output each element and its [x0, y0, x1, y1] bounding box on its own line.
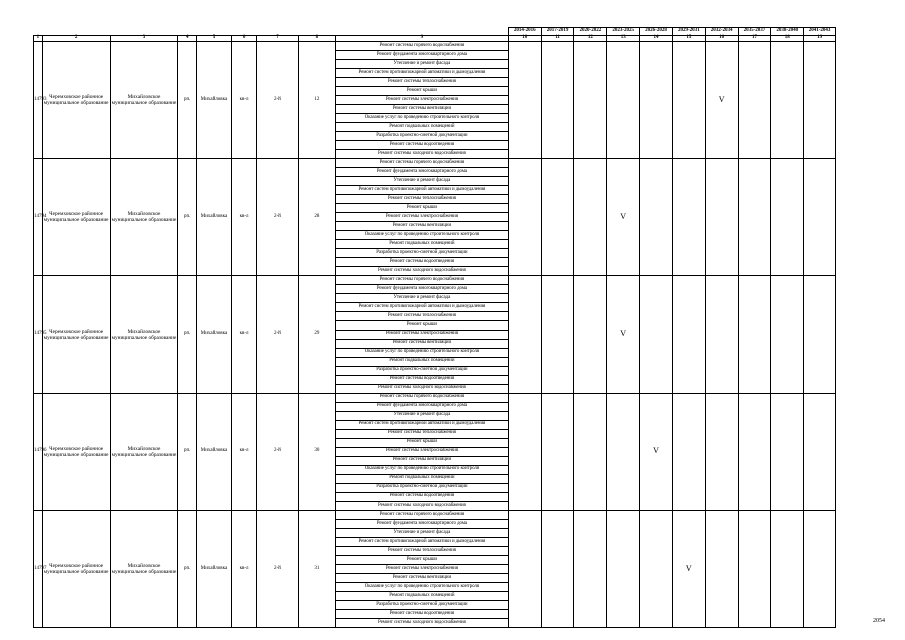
period-cell — [672, 276, 705, 393]
period-header-cell: 2020-2022 — [574, 28, 607, 36]
settlement-cell: Михайловское муниципальное образование — [110, 42, 178, 159]
house-cell: 2-й — [257, 159, 299, 276]
work-type-cell: Утепление и ремонт фасада — [335, 411, 508, 420]
column-number-cell: 3 — [110, 36, 178, 42]
work-type-cell: Ремонт системы электроснабжения — [335, 213, 508, 222]
period-cell — [508, 393, 541, 510]
period-cell — [804, 393, 836, 510]
period-cell — [640, 510, 673, 627]
work-type-cell: Ремонт системы холодного водоснабжения — [335, 384, 508, 393]
period-header-row — [34, 28, 836, 36]
column-number-cell: 8 — [298, 36, 335, 42]
district-cell: Черемховское районное муниципальное образование — [42, 510, 110, 627]
district-cell: Черемховское районное муниципальное образование — [42, 42, 110, 159]
work-type-cell: Ремонт системы водоотведения — [335, 258, 508, 267]
work-type-cell: Ремонт системы холодного водоснабжения — [335, 267, 508, 276]
work-type-cell: Ремонт системы водоотведения — [335, 492, 508, 501]
period-cell — [541, 42, 574, 159]
work-type-cell: Ремонт фундамента многоквартирного дома — [335, 168, 508, 177]
period-cell — [574, 42, 607, 159]
area-type-cell: кв-л — [232, 393, 257, 510]
table-row — [34, 159, 836, 168]
building-cell: 12 — [298, 42, 335, 159]
work-type-cell: Ремонт системы холодного водоснабжения — [335, 150, 508, 159]
period-header-cell: 2023-2025 — [607, 28, 640, 36]
period-cell — [804, 276, 836, 393]
capital-repair-schedule-table — [33, 27, 836, 628]
period-cell — [771, 393, 804, 510]
period-header-cell: 2032-2034 — [705, 28, 738, 36]
column-number-cell: 5 — [197, 36, 232, 42]
header-spacer — [34, 28, 509, 36]
period-cell — [541, 393, 574, 510]
period-cell — [804, 42, 836, 159]
district-cell: Черемховское районное муниципальное образование — [42, 159, 110, 276]
work-type-cell: Утепление и ремонт фасада — [335, 294, 508, 303]
work-type-cell: Оказание услуг по проведению строительного контроля — [335, 582, 508, 591]
period-cell — [574, 159, 607, 276]
period-cell — [804, 510, 836, 627]
column-number-cell: 9 — [335, 36, 508, 42]
record-id-cell: 14797 — [34, 510, 43, 627]
locality-type-cell: рп. — [178, 42, 197, 159]
district-cell: Черемховское районное муниципальное образование — [42, 276, 110, 393]
work-type-cell: Ремонт системы электроснабжения — [335, 564, 508, 573]
period-cell — [640, 276, 673, 393]
locality-type-cell: рп. — [178, 276, 197, 393]
district-cell: Черемховское районное муниципальное образование — [42, 393, 110, 510]
period-cell — [672, 42, 705, 159]
work-type-cell: Ремонт системы холодного водоснабжения — [335, 619, 508, 628]
work-type-cell: Ремонт системы холодного водоснабжения — [335, 501, 508, 510]
period-cell — [672, 159, 705, 276]
area-type-cell: кв-л — [232, 276, 257, 393]
work-type-cell: Ремонт системы вентиляции — [335, 339, 508, 348]
work-type-cell: Разработка проектно-сметной документации — [335, 132, 508, 141]
period-cell — [574, 510, 607, 627]
period-cell — [541, 276, 574, 393]
work-type-cell: Ремонт системы теплоснабжения — [335, 312, 508, 321]
work-type-cell: Оказание услуг по проведению строительного контроля — [335, 348, 508, 357]
work-type-cell: Ремонт системы теплоснабжения — [335, 78, 508, 87]
settlement-cell: Михайловское муниципальное образование — [110, 159, 178, 276]
period-cell — [738, 393, 771, 510]
period-cell — [508, 276, 541, 393]
work-type-cell: Утепление и ремонт фасада — [335, 60, 508, 69]
work-type-cell: Ремонт систем противопожарной автоматики и дымоудаления — [335, 303, 508, 312]
period-cell — [771, 510, 804, 627]
settlement-cell: Михайловское муниципальное образование — [110, 510, 178, 627]
period-cell — [705, 510, 738, 627]
work-type-cell: Ремонт системы вентиляции — [335, 222, 508, 231]
house-cell: 2-й — [257, 276, 299, 393]
column-number-cell: 2 — [42, 36, 110, 42]
work-type-cell: Ремонт подвальных помещений — [335, 240, 508, 249]
column-number-cell: 4 — [178, 36, 197, 42]
table-row — [34, 276, 836, 285]
period-mark-cell: V — [607, 159, 640, 276]
house-cell: 2-й — [257, 42, 299, 159]
period-header-cell: 2029-2031 — [672, 28, 705, 36]
work-type-cell: Ремонт системы горячего водоснабжения — [335, 393, 508, 402]
house-cell: 2-й — [257, 510, 299, 627]
period-cell — [771, 159, 804, 276]
column-number-cell: 7 — [257, 36, 299, 42]
work-type-cell: Ремонт фундамента многоквартирного дома — [335, 519, 508, 528]
work-type-cell: Разработка проектно-сметной документации — [335, 600, 508, 609]
work-type-cell: Ремонт системы водоотведения — [335, 141, 508, 150]
work-type-cell: Ремонт системы горячего водоснабжения — [335, 159, 508, 168]
work-type-cell: Ремонт системы горячего водоснабжения — [335, 510, 508, 519]
work-type-cell: Ремонт системы горячего водоснабжения — [335, 42, 508, 51]
period-cell — [738, 510, 771, 627]
work-type-cell: Ремонт подвальных помещений — [335, 357, 508, 366]
period-cell — [738, 276, 771, 393]
column-number-cell: 12 — [574, 36, 607, 42]
locality-cell: Михайловка — [197, 159, 232, 276]
work-type-cell: Ремонт системы теплоснабжения — [335, 429, 508, 438]
area-type-cell: кв-л — [232, 510, 257, 627]
record-id-cell: 14794 — [34, 159, 43, 276]
work-type-cell: Ремонт системы вентиляции — [335, 105, 508, 114]
period-cell — [607, 393, 640, 510]
period-cell — [804, 159, 836, 276]
work-type-cell: Ремонт фундамента многоквартирного дома — [335, 285, 508, 294]
locality-type-cell: рп. — [178, 159, 197, 276]
period-cell — [738, 42, 771, 159]
work-type-cell: Утепление и ремонт фасада — [335, 528, 508, 537]
period-cell — [640, 42, 673, 159]
work-type-cell: Ремонт систем противопожарной автоматики и дымоудаления — [335, 69, 508, 78]
area-type-cell: кв-л — [232, 42, 257, 159]
column-number-cell: 16 — [705, 36, 738, 42]
period-cell — [672, 393, 705, 510]
period-cell — [705, 159, 738, 276]
locality-cell: Михайловка — [197, 42, 232, 159]
table-body — [34, 28, 836, 628]
work-type-cell: Оказание услуг по проведению строительного контроля — [335, 114, 508, 123]
column-number-cell: 18 — [771, 36, 804, 42]
record-id-cell: 14795 — [34, 276, 43, 393]
work-type-cell: Разработка проектно-сметной документации — [335, 249, 508, 258]
period-header-cell: 2026-2028 — [640, 28, 673, 36]
column-number-cell: 17 — [738, 36, 771, 42]
period-cell — [607, 510, 640, 627]
work-type-cell: Ремонт системы электроснабжения — [335, 96, 508, 105]
locality-type-cell: рп. — [178, 510, 197, 627]
work-type-cell: Утепление и ремонт фасада — [335, 177, 508, 186]
period-header-cell: 2035-2037 — [738, 28, 771, 36]
locality-type-cell: рп. — [178, 393, 197, 510]
settlement-cell: Михайловское муниципальное образование — [110, 276, 178, 393]
period-cell — [508, 510, 541, 627]
period-cell — [705, 276, 738, 393]
period-header-cell: 2014-2016 — [508, 28, 541, 36]
building-cell: 31 — [298, 510, 335, 627]
period-cell — [574, 393, 607, 510]
period-cell — [541, 159, 574, 276]
column-number-cell: 15 — [672, 36, 705, 42]
period-header-cell: 2041-2043 — [804, 28, 836, 36]
work-type-cell: Ремонт системы электроснабжения — [335, 447, 508, 456]
work-type-cell: Ремонт системы теплоснабжения — [335, 195, 508, 204]
work-type-cell: Ремонт подвальных помещений — [335, 123, 508, 132]
work-type-cell: Оказание услуг по проведению строительного контроля — [335, 465, 508, 474]
page-number: 2054 — [873, 618, 885, 624]
work-type-cell: Ремонт системы теплоснабжения — [335, 546, 508, 555]
period-cell — [607, 42, 640, 159]
period-cell — [705, 393, 738, 510]
period-header-cell: 2038-2040 — [771, 28, 804, 36]
building-cell: 28 — [298, 159, 335, 276]
period-cell — [771, 42, 804, 159]
period-cell — [541, 510, 574, 627]
work-type-cell: Ремонт подвальных помещений — [335, 474, 508, 483]
column-number-cell: 11 — [541, 36, 574, 42]
area-type-cell: кв-л — [232, 159, 257, 276]
locality-cell: Михайловка — [197, 276, 232, 393]
work-type-cell: Ремонт крыши — [335, 555, 508, 564]
building-cell: 30 — [298, 393, 335, 510]
work-type-cell: Ремонт крыши — [335, 87, 508, 96]
work-type-cell: Ремонт фундамента многоквартирного дома — [335, 402, 508, 411]
work-type-cell: Ремонт системы водоотведения — [335, 375, 508, 384]
work-type-cell: Ремонт крыши — [335, 321, 508, 330]
period-cell — [738, 159, 771, 276]
record-id-cell: 14796 — [34, 393, 43, 510]
work-type-cell: Ремонт крыши — [335, 204, 508, 213]
column-number-cell: 19 — [804, 36, 836, 42]
period-mark-cell: V — [705, 42, 738, 159]
period-mark-cell: V — [607, 276, 640, 393]
house-cell: 2-й — [257, 393, 299, 510]
column-number-cell: 1 — [34, 36, 43, 42]
period-mark-cell: V — [640, 393, 673, 510]
work-type-cell: Ремонт фундамента многоквартирного дома — [335, 51, 508, 60]
column-number-cell: 10 — [508, 36, 541, 42]
settlement-cell: Михайловское муниципальное образование — [110, 393, 178, 510]
table-row — [34, 393, 836, 402]
column-number-cell: 13 — [607, 36, 640, 42]
period-cell — [508, 159, 541, 276]
work-type-cell: Ремонт систем противопожарной автоматики и дымоудаления — [335, 537, 508, 546]
locality-cell: Михайловка — [197, 393, 232, 510]
table-row — [34, 42, 836, 51]
table-row — [34, 510, 836, 519]
column-number-cell: 6 — [232, 36, 257, 42]
column-number-cell: 14 — [640, 36, 673, 42]
period-cell — [508, 42, 541, 159]
work-type-cell: Ремонт системы вентиляции — [335, 573, 508, 582]
work-type-cell: Ремонт системы водоотведения — [335, 609, 508, 618]
work-type-cell: Ремонт системы вентиляции — [335, 456, 508, 465]
period-mark-cell: V — [672, 510, 705, 627]
period-header-cell: 2017-2019 — [541, 28, 574, 36]
work-type-cell: Оказание услуг по проведению строительного контроля — [335, 231, 508, 240]
work-type-cell: Ремонт системы электроснабжения — [335, 330, 508, 339]
work-type-cell: Ремонт подвальных помещений — [335, 591, 508, 600]
locality-cell: Михайловка — [197, 510, 232, 627]
work-type-cell: Ремонт системы горячего водоснабжения — [335, 276, 508, 285]
building-cell: 29 — [298, 276, 335, 393]
work-type-cell: Ремонт систем противопожарной автоматики и дымоудаления — [335, 186, 508, 195]
record-id-cell: 14793 — [34, 42, 43, 159]
period-cell — [640, 159, 673, 276]
work-type-cell: Разработка проектно-сметной документации — [335, 366, 508, 375]
work-type-cell: Ремонт крыши — [335, 438, 508, 447]
work-type-cell: Ремонт систем противопожарной автоматики и дымоудаления — [335, 420, 508, 429]
period-cell — [574, 276, 607, 393]
period-cell — [771, 276, 804, 393]
work-type-cell: Разработка проектно-сметной документации — [335, 483, 508, 492]
